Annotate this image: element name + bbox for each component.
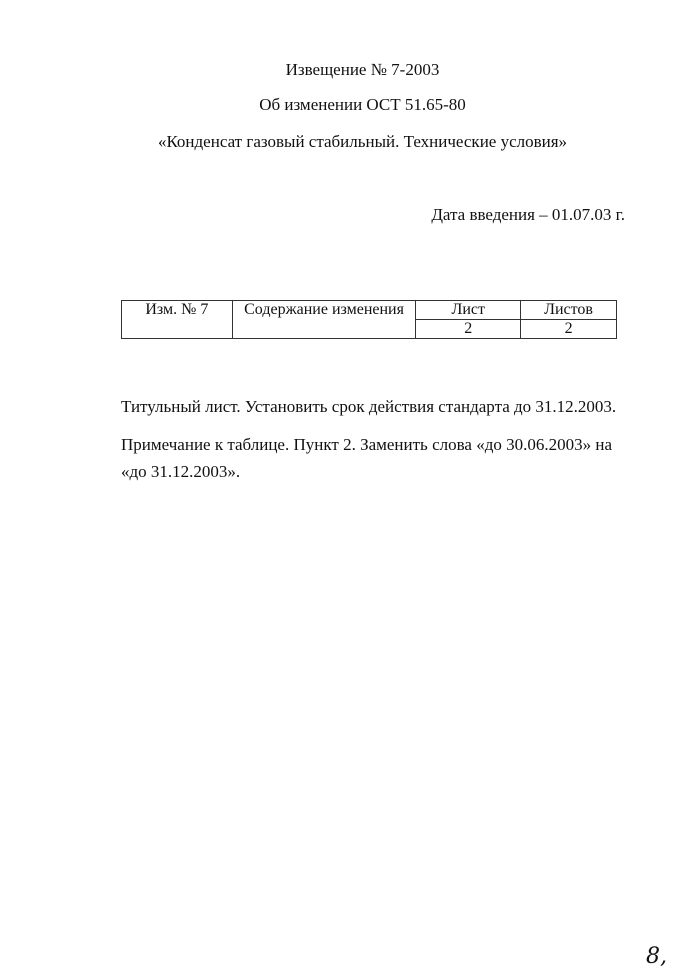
effective-date: Дата введения – 01.07.03 г. — [431, 205, 625, 224]
sheets-value-cell: 2 — [521, 320, 617, 339]
paragraph-note-cont: «до 31.12.2003». — [121, 462, 241, 481]
change-number-cell: Изм. № 7 — [122, 301, 233, 339]
paragraph-title-page: Титульный лист. Установить срок действия стандарта до 31.12.2003. — [121, 397, 617, 416]
sheet-value-cell: 2 — [416, 320, 521, 339]
sheet-label-cell: Лист — [416, 301, 521, 320]
change-table — [121, 300, 617, 339]
sheets-label-cell: Листов — [521, 301, 617, 320]
notice-title: Извещение № 7-2003 — [285, 60, 440, 79]
standard-name: «Конденсат газовый стабильный. Технические условия» — [157, 132, 568, 151]
content-cell: Содержание изменения — [232, 301, 416, 339]
page-number: 8, — [646, 944, 667, 969]
subtitle: Об изменении ОСТ 51.65-80 — [259, 95, 466, 114]
paragraph-note: Примечание к таблице. Пункт 2. Заменить слова «до 30.06.2003» на — [121, 435, 612, 454]
